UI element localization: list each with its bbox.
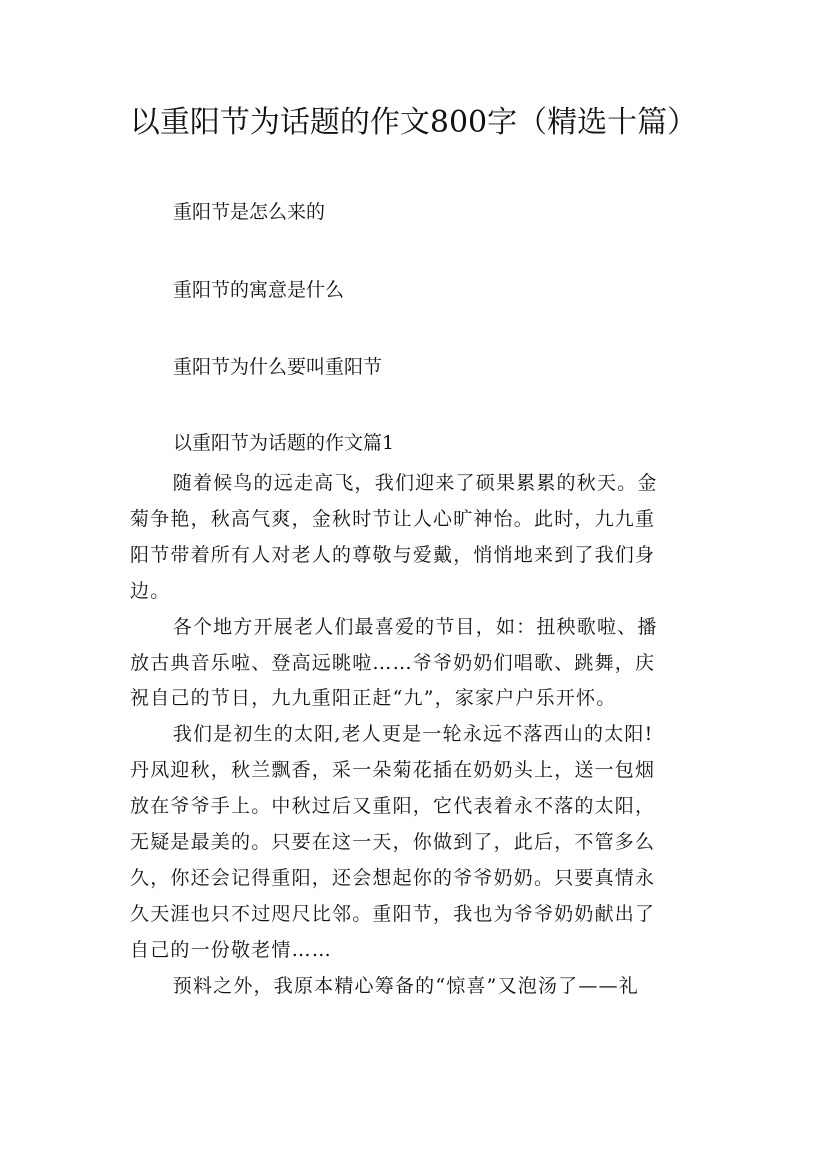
text-line: 菊争艳，秋高气爽，金秋时节让人心旷神怡。此时，九九重 xyxy=(130,507,656,530)
paragraph xyxy=(130,610,705,718)
text-line: 无疑是最美的。只要在这一天，你做到了，此后，不管多么 xyxy=(130,831,656,854)
text-line: 放古典音乐啦、登高远眺啦……爷爷奶奶们唱歌、跳舞，庆 xyxy=(130,651,656,674)
text-line: 久天涯也只不过咫尺比邻。重阳节，我也为爷爷奶奶献出了 xyxy=(130,902,656,925)
text-line: 我们是初生的太阳,老人更是一轮永远不落西山的太阳! xyxy=(172,723,654,746)
text-line: 预料之外，我原本精心筹备的“惊喜”又泡汤了——礼 xyxy=(172,974,639,997)
toc-item: 重阳节的寓意是什么 xyxy=(173,279,345,301)
text-line: 各个地方开展老人们最喜爱的节目，如：扭秧歌啦、播 xyxy=(172,615,658,638)
paragraph xyxy=(130,717,705,968)
text-line: 边。 xyxy=(130,579,171,602)
text-line: 祝自己的节日，九九重阳正赶“九”，家家户户乐开怀。 xyxy=(130,687,617,710)
document-title: 以重阳节为话题的作文800字（精选十篇） xyxy=(129,105,698,140)
text-line: 阳节带着所有人对老人的尊敬与爱戴，悄悄地来到了我们身 xyxy=(130,543,656,566)
text-line: 自己的一份敬老情…… xyxy=(130,938,333,961)
text-line: 丹凤迎秋，秋兰飘香，采一朵菊花插在奶奶头上，送一包烟 xyxy=(130,759,656,782)
toc-item: 重阳节是怎么来的 xyxy=(173,201,326,223)
text-line: 放在爷爷手上。中秋过后又重阳，它代表着永不落的太阳， xyxy=(130,795,656,818)
body-text xyxy=(130,466,705,1005)
text-line: 随着候鸟的远走高飞，我们迎来了硕果累累的秋天。金 xyxy=(172,472,658,494)
section-title: 以重阳节为话题的作文篇1 xyxy=(173,432,395,454)
paragraph xyxy=(130,969,705,1005)
text-line: 久，你还会记得重阳，还会想起你的爷爷奶奶。只要真情永 xyxy=(130,866,656,889)
toc-item: 重阳节为什么要叫重阳节 xyxy=(173,356,383,378)
paragraph xyxy=(130,466,705,610)
